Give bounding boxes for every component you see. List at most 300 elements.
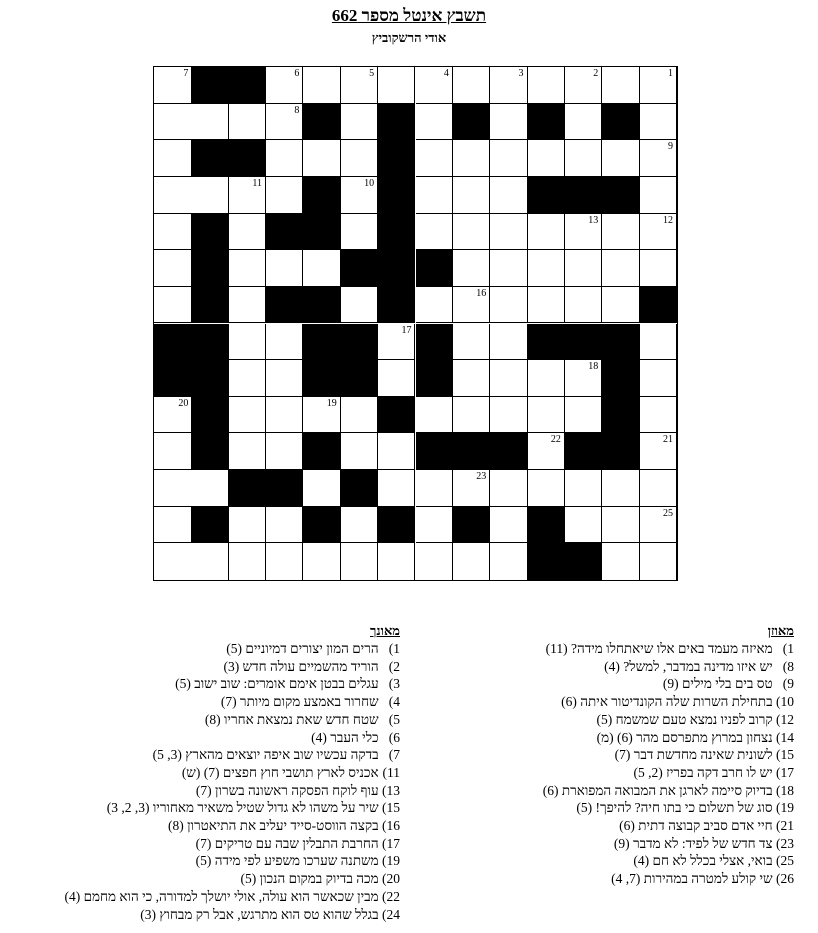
grid-cell[interactable] <box>565 140 602 177</box>
grid-cell-black <box>303 177 340 214</box>
grid-cell[interactable] <box>341 543 378 580</box>
down-clue <box>0 658 400 676</box>
grid-cell[interactable] <box>565 67 602 104</box>
grid-cell[interactable] <box>416 470 453 507</box>
grid-cell-black <box>266 287 303 324</box>
grid-cell[interactable] <box>602 214 639 251</box>
grid-cell-black <box>416 433 453 470</box>
grid-cell-black <box>453 433 490 470</box>
grid-cell[interactable] <box>490 140 527 177</box>
grid-cell-black <box>565 177 602 214</box>
grid-cell[interactable] <box>490 250 527 287</box>
grid-cell[interactable] <box>453 214 490 251</box>
grid-cell-black <box>453 507 490 544</box>
grid-cell-black <box>303 324 340 361</box>
grid-cell[interactable] <box>453 140 490 177</box>
grid-cell-black <box>191 397 228 434</box>
grid-cell[interactable] <box>229 177 266 214</box>
grid-cell[interactable] <box>191 177 228 214</box>
clue-text: אכניס לארץ תושבי חוץ חפצים (7) (ש) <box>181 764 379 780</box>
grid-cell[interactable] <box>453 287 490 324</box>
grid-cell-black <box>154 324 191 361</box>
clue-number: 16 <box>476 287 487 299</box>
across-clue <box>494 640 794 658</box>
grid-cell[interactable] <box>229 250 266 287</box>
grid-cell[interactable] <box>229 433 266 470</box>
grid-cell[interactable] <box>266 507 303 544</box>
grid-cell[interactable] <box>565 470 602 507</box>
grid-cell-black <box>266 214 303 251</box>
clue-text: לשונית שאינה מחדשת דבר (7) <box>614 747 773 763</box>
clue-text: שיר על משהו לא גדול שטיל משאיר מאחוריו (3, 2, 3) <box>106 800 379 816</box>
clue-number: 13 <box>588 214 599 226</box>
grid-cell[interactable] <box>565 214 602 251</box>
grid-cell-black <box>378 140 415 177</box>
clue-text: בקצה הווסט-סייד יעליב את התיאטרון (8) <box>167 818 379 834</box>
grid-cell[interactable] <box>640 214 677 251</box>
grid-cell[interactable] <box>191 470 228 507</box>
grid-cell-black <box>303 287 340 324</box>
grid-cell[interactable] <box>490 177 527 214</box>
grid-cell[interactable] <box>266 250 303 287</box>
across-clue <box>494 835 794 853</box>
crossword-grid <box>153 66 678 581</box>
clue-number: 26) <box>776 871 794 887</box>
grid-cell[interactable] <box>154 470 191 507</box>
clue-text: בדיוק סיימה לארגן את המבואה המפוארת (6) <box>542 782 773 798</box>
grid-cell[interactable] <box>229 507 266 544</box>
grid-cell-black <box>528 324 565 361</box>
grid-cell[interactable] <box>416 140 453 177</box>
grid-cell[interactable] <box>229 360 266 397</box>
across-clue <box>494 817 794 835</box>
down-clue <box>0 799 400 817</box>
clue-number: 19) <box>382 853 400 869</box>
grid-cell[interactable] <box>602 507 639 544</box>
clue-number: 10) <box>776 694 794 710</box>
grid-cell-black <box>303 214 340 251</box>
grid-cell[interactable] <box>528 470 565 507</box>
clue-text: משתנה שערכו משפיע לפי מידה (5) <box>195 853 379 869</box>
puzzle-author: אודי הרשקוביץ <box>371 30 447 45</box>
grid-cell[interactable] <box>528 397 565 434</box>
clue-number: 12 <box>662 214 673 226</box>
grid-cell[interactable] <box>154 250 191 287</box>
grid-cell-black <box>490 433 527 470</box>
grid-cell[interactable] <box>378 324 415 361</box>
clue-number: 18 <box>588 361 599 373</box>
grid-cell[interactable] <box>378 433 415 470</box>
across-clue <box>494 675 794 693</box>
grid-cell-black <box>191 433 228 470</box>
grid-cell[interactable] <box>490 104 527 141</box>
clue-number: 25) <box>776 853 794 869</box>
grid-cell[interactable] <box>341 140 378 177</box>
grid-cell[interactable] <box>341 214 378 251</box>
clue-number: 10 <box>364 177 375 189</box>
grid-cell[interactable] <box>154 177 191 214</box>
grid-cell[interactable] <box>602 470 639 507</box>
clue-number: 3) <box>388 676 400 692</box>
down-clue <box>0 906 400 924</box>
grid-cell-black <box>378 397 415 434</box>
grid-cell-black <box>191 214 228 251</box>
grid-cell-black <box>191 324 228 361</box>
grid-cell[interactable] <box>229 543 266 580</box>
clue-number: 2 <box>593 68 599 79</box>
grid-cell[interactable] <box>453 470 490 507</box>
grid-cell-black <box>191 140 228 177</box>
grid-cell-black <box>191 287 228 324</box>
grid-cell[interactable] <box>416 507 453 544</box>
grid-cell[interactable] <box>528 360 565 397</box>
grid-cell-black <box>378 177 415 214</box>
clue-number: 7) <box>388 747 400 763</box>
grid-cell[interactable] <box>640 360 677 397</box>
down-clue <box>0 711 400 729</box>
clue-text: טס בים בלי מילים (9) <box>662 676 773 692</box>
grid-cell[interactable] <box>303 250 340 287</box>
grid-cell[interactable] <box>229 397 266 434</box>
grid-cell[interactable] <box>528 214 565 251</box>
clue-number: 21) <box>776 818 794 834</box>
grid-cell[interactable] <box>640 397 677 434</box>
grid-cell[interactable] <box>303 543 340 580</box>
grid-cell[interactable] <box>154 140 191 177</box>
down-clue <box>0 888 400 906</box>
grid-cell[interactable] <box>229 104 266 141</box>
grid-cell[interactable] <box>640 543 677 580</box>
grid-cell[interactable] <box>640 324 677 361</box>
down-clue <box>0 835 400 853</box>
grid-cell[interactable] <box>154 433 191 470</box>
grid-cell-black <box>229 67 266 104</box>
grid-cell[interactable] <box>602 67 639 104</box>
grid-cell[interactable] <box>341 104 378 141</box>
clue-number: 7 <box>183 68 189 79</box>
down-heading: מאונך <box>370 623 400 638</box>
grid-cell-black <box>303 507 340 544</box>
grid-cell[interactable] <box>266 67 303 104</box>
grid-cell-black <box>378 507 415 544</box>
grid-cell[interactable] <box>602 250 639 287</box>
grid-cell-black <box>602 177 639 214</box>
across-clue <box>494 852 794 870</box>
grid-cell-black <box>453 104 490 141</box>
clue-number: 17) <box>776 764 794 780</box>
clue-text: בדקה עכשיו שוב איפה יוצאים מהארץ (3, 5) <box>152 747 379 763</box>
grid-cell[interactable] <box>154 214 191 251</box>
grid-cell[interactable] <box>266 140 303 177</box>
grid-cell[interactable] <box>266 104 303 141</box>
grid-cell[interactable] <box>490 470 527 507</box>
grid-cell-black <box>191 360 228 397</box>
grid-cell[interactable] <box>640 470 677 507</box>
clue-text: בגלל שהוא טס הוא מתרגש, אבל רק מבחוץ (3) <box>140 906 379 922</box>
grid-cell-black <box>191 507 228 544</box>
clue-number: 15) <box>382 800 400 816</box>
across-clues <box>494 622 794 888</box>
grid-cell[interactable] <box>266 360 303 397</box>
clue-text: יש לו חרב דקה בפריז (2, 5) <box>633 764 773 780</box>
clue-number: 6) <box>388 729 400 745</box>
grid-cell-black <box>378 104 415 141</box>
grid-cell-black <box>154 360 191 397</box>
grid-cell[interactable] <box>416 287 453 324</box>
grid-cell-black <box>602 360 639 397</box>
grid-cell-black <box>303 104 340 141</box>
clue-number: 19 <box>326 397 337 409</box>
grid-cell[interactable] <box>565 287 602 324</box>
across-clue <box>494 764 794 782</box>
grid-cell-black <box>229 140 266 177</box>
clue-text: מכה בדיוק במקום הנכון (5) <box>240 871 379 887</box>
clue-text: עגלים בבטן אימם אומרים: שוב ישוב (5) <box>175 676 379 692</box>
grid-cell[interactable] <box>341 287 378 324</box>
clue-number: 14) <box>776 729 794 745</box>
grid-cell[interactable] <box>453 250 490 287</box>
clue-number: 4 <box>443 68 449 79</box>
clue-text: עוף לוקח הפסקה ראשונה בשרון (7) <box>195 782 379 798</box>
grid-cell-black <box>565 324 602 361</box>
grid-cell[interactable] <box>453 543 490 580</box>
clue-text: שי קולע למטרה במהירות (7, 4) <box>611 871 773 887</box>
across-clue <box>494 693 794 711</box>
grid-cell[interactable] <box>528 433 565 470</box>
grid-cell-black <box>528 543 565 580</box>
clue-number: 20 <box>178 397 189 409</box>
clue-number: 24) <box>382 906 400 922</box>
grid-cell[interactable] <box>154 104 191 141</box>
grid-cell[interactable] <box>453 324 490 361</box>
across-clue <box>494 870 794 888</box>
grid-cell[interactable] <box>341 177 378 214</box>
down-clue <box>0 764 400 782</box>
grid-cell[interactable] <box>341 507 378 544</box>
grid-cell-black <box>602 433 639 470</box>
clue-text: צד חדש של לפיד: לא מדבר (9) <box>613 835 773 851</box>
clue-text: יש איזו מדינה במדבר, למשל? (4) <box>604 658 773 674</box>
grid-cell-black <box>378 287 415 324</box>
clue-number: 18) <box>776 782 794 798</box>
grid-cell[interactable] <box>640 140 677 177</box>
grid-cell[interactable] <box>341 67 378 104</box>
down-clue <box>0 640 400 658</box>
grid-cell[interactable] <box>453 67 490 104</box>
grid-cell-black <box>602 324 639 361</box>
clue-number: 23 <box>476 471 487 483</box>
clue-text: שחרור באמצע מקום מיותר (7) <box>220 694 379 710</box>
down-clue <box>0 782 400 800</box>
grid-cell[interactable] <box>266 433 303 470</box>
grid-cell[interactable] <box>565 250 602 287</box>
grid-cell-black <box>416 324 453 361</box>
grid-cell[interactable] <box>640 67 677 104</box>
grid-cell[interactable] <box>303 470 340 507</box>
clue-number: 1) <box>782 641 794 656</box>
clue-number: 4) <box>388 694 400 710</box>
grid-cell[interactable] <box>378 470 415 507</box>
grid-cell-black <box>602 397 639 434</box>
grid-cell[interactable] <box>490 287 527 324</box>
grid-cell[interactable] <box>266 543 303 580</box>
grid-cell[interactable] <box>602 543 639 580</box>
grid-cell[interactable] <box>191 543 228 580</box>
grid-cell[interactable] <box>490 507 527 544</box>
grid-cell[interactable] <box>565 104 602 141</box>
clue-number: 17 <box>401 324 412 336</box>
grid-cell-black <box>229 470 266 507</box>
down-clue <box>0 729 400 747</box>
grid-cell-black <box>528 177 565 214</box>
grid-cell-black <box>528 104 565 141</box>
clue-number: 25 <box>662 507 673 519</box>
down-clue <box>0 870 400 888</box>
clue-number: 8 <box>294 104 300 116</box>
clue-text: כלי העבר (4) <box>311 729 379 745</box>
grid-cell[interactable] <box>602 140 639 177</box>
grid-cell[interactable] <box>565 397 602 434</box>
grid-cell[interactable] <box>154 507 191 544</box>
clue-number: 22) <box>382 888 400 904</box>
down-clue <box>0 675 400 693</box>
clue-number: 16) <box>382 818 400 834</box>
puzzle-title: תשבץ אינטל מספר 662 <box>331 6 487 25</box>
grid-cell[interactable] <box>378 543 415 580</box>
grid-cell[interactable] <box>453 177 490 214</box>
clue-number: 20) <box>382 871 400 887</box>
grid-cell[interactable] <box>416 214 453 251</box>
clue-number: 19) <box>776 800 794 816</box>
grid-cell-black <box>341 250 378 287</box>
grid-cell[interactable] <box>229 324 266 361</box>
clue-number: 9) <box>782 676 794 692</box>
down-clue <box>0 817 400 835</box>
grid-cell[interactable] <box>341 397 378 434</box>
clue-number: 17) <box>382 835 400 851</box>
grid-cell[interactable] <box>528 250 565 287</box>
grid-cell[interactable] <box>303 397 340 434</box>
clue-text: מבין שכאשר הוא עולה, אולי יושלך למדורה, כי הוא מחמם (4) <box>64 888 379 904</box>
clue-text: סוג של תשלום כי בתו חיה? להיפך! (5) <box>576 800 773 816</box>
grid-cell-black <box>266 470 303 507</box>
grid-cell[interactable] <box>416 104 453 141</box>
grid-cell[interactable] <box>154 67 191 104</box>
grid-cell-black <box>602 104 639 141</box>
grid-cell[interactable] <box>565 360 602 397</box>
grid-cell[interactable] <box>528 140 565 177</box>
clue-text: קרוב לפניו נמצא טעם שמשמח (5) <box>596 711 773 727</box>
clue-text: החרבת התבלין שבה עם טריקים (7) <box>195 835 379 851</box>
grid-cell-black <box>528 507 565 544</box>
clue-number: 8) <box>782 658 794 674</box>
grid-cell[interactable] <box>640 507 677 544</box>
clue-text: שטח חדש שאת נמצאת אחריו (8) <box>204 711 379 727</box>
grid-cell[interactable] <box>191 104 228 141</box>
grid-cell[interactable] <box>416 543 453 580</box>
clue-number: 11) <box>382 764 400 780</box>
grid-cell[interactable] <box>640 250 677 287</box>
clue-text: הרים המון יצורים דמיוניים (5) <box>226 641 379 656</box>
across-clue <box>494 711 794 729</box>
grid-cell[interactable] <box>416 397 453 434</box>
grid-cell[interactable] <box>490 214 527 251</box>
grid-cell[interactable] <box>640 104 677 141</box>
grid-cell[interactable] <box>378 67 415 104</box>
grid-cell[interactable] <box>490 67 527 104</box>
clue-number: 2) <box>388 658 400 674</box>
grid-cell[interactable] <box>640 177 677 214</box>
clue-number: 11 <box>252 177 263 189</box>
grid-cell[interactable] <box>528 67 565 104</box>
grid-cell-black <box>341 360 378 397</box>
grid-cell[interactable] <box>303 140 340 177</box>
across-clue <box>494 799 794 817</box>
down-clue <box>0 693 400 711</box>
grid-cell-black <box>191 67 228 104</box>
grid-cell[interactable] <box>453 397 490 434</box>
grid-cell[interactable] <box>640 433 677 470</box>
grid-cell-black <box>303 433 340 470</box>
grid-cell[interactable] <box>528 287 565 324</box>
grid-cell-black <box>378 250 415 287</box>
grid-cell[interactable] <box>602 287 639 324</box>
clue-number: 23) <box>776 835 794 851</box>
down-clue <box>0 852 400 870</box>
grid-cell-black <box>341 324 378 361</box>
across-clue <box>494 658 794 676</box>
clue-text: בואי, אצלי בכלל לא חם (4) <box>633 853 773 869</box>
grid-cell[interactable] <box>266 177 303 214</box>
grid-cell[interactable] <box>154 287 191 324</box>
clue-number: 5 <box>369 68 375 79</box>
grid-cell[interactable] <box>229 287 266 324</box>
grid-cell-black <box>640 287 677 324</box>
grid-cell-black <box>416 360 453 397</box>
clue-number: 3 <box>518 68 524 79</box>
grid-cell[interactable] <box>565 507 602 544</box>
grid-cell[interactable] <box>490 543 527 580</box>
grid-cell[interactable] <box>416 67 453 104</box>
grid-cell[interactable] <box>266 397 303 434</box>
clue-number: 1 <box>667 68 673 79</box>
grid-cell-black <box>565 433 602 470</box>
grid-cell-black <box>341 470 378 507</box>
grid-cell[interactable] <box>453 360 490 397</box>
grid-cell[interactable] <box>154 543 191 580</box>
grid-cell[interactable] <box>490 360 527 397</box>
across-heading: מאוזן <box>767 623 794 638</box>
grid-cell[interactable] <box>416 177 453 214</box>
grid-cell[interactable] <box>490 324 527 361</box>
clue-number: 9 <box>667 141 673 153</box>
clue-number: 21 <box>662 434 673 446</box>
clue-number: 6 <box>294 68 300 79</box>
clue-number: 15) <box>776 747 794 763</box>
grid-cell[interactable] <box>341 433 378 470</box>
grid-cell-black <box>303 360 340 397</box>
grid-cell[interactable] <box>490 397 527 434</box>
down-clues <box>0 622 400 923</box>
clue-text: מאיזה מעמד באים אלו שיאתחלו מידה? (11) <box>545 641 773 656</box>
clue-text: נצחון במרוץ מתפרסם מהר (6) (מ) <box>596 729 773 745</box>
grid-cell[interactable] <box>229 214 266 251</box>
grid-cell[interactable] <box>266 324 303 361</box>
grid-cell[interactable] <box>378 360 415 397</box>
clue-text: הוריד מהשמיים עולה חדש (3) <box>223 658 379 674</box>
grid-cell[interactable] <box>154 397 191 434</box>
grid-cell[interactable] <box>303 67 340 104</box>
